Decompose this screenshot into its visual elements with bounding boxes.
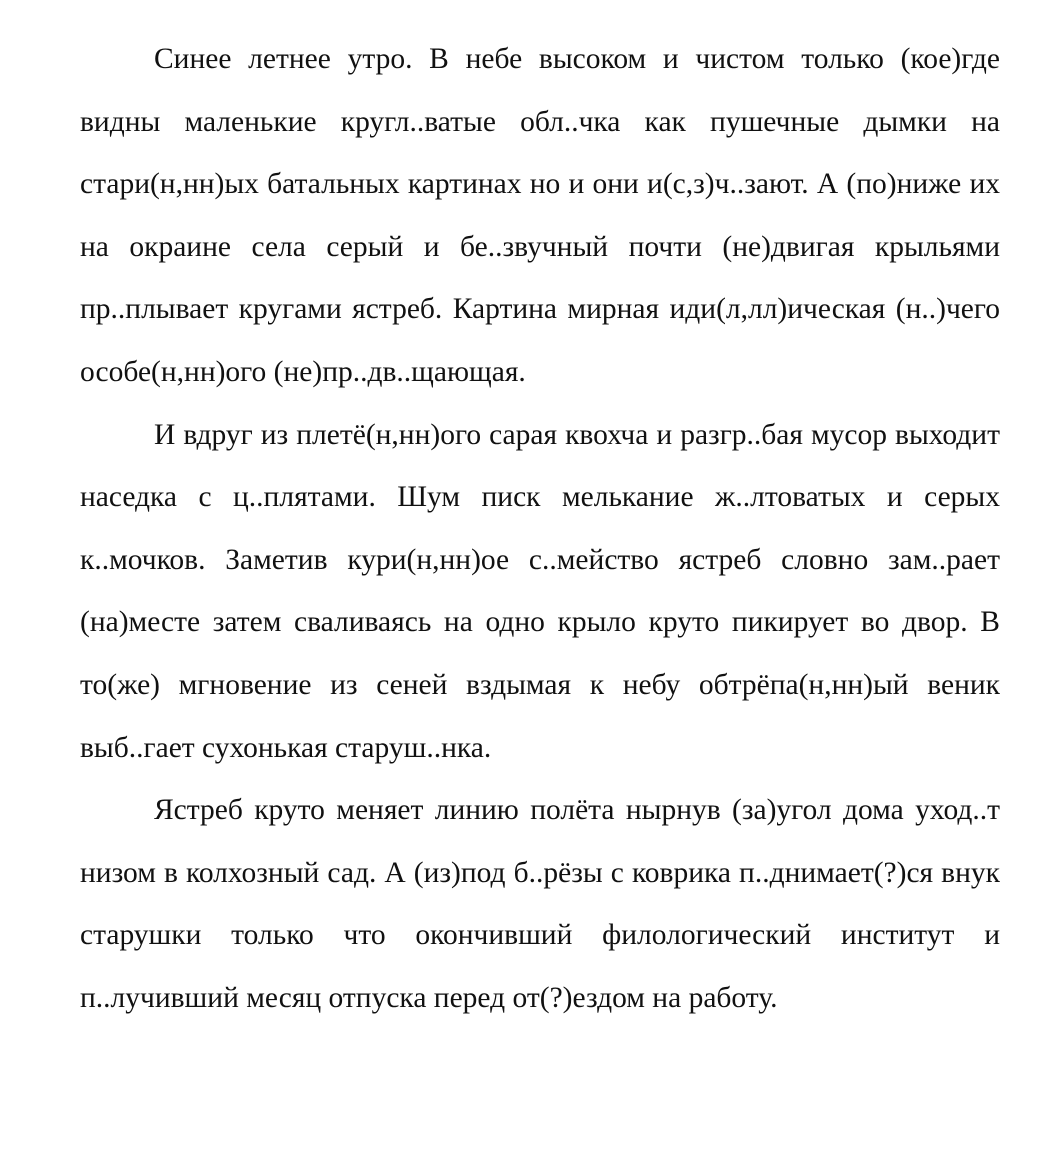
paragraph-1: Синее летнее утро. В небе высоком и чистом только (кое)где видны маленькие кругл..ватые обл..чка как пушечные дымки на стари(н,нн)ых батальных картинах но и они и(с,з)ч..зают. А (по)ниже их на окраине села серый и бе..звучный почти (не)двигая крыльями пр..плывает кругами ястреб. Картина мирная иди(л,лл)ическая (н..)чего особе(н,нн)ого (не)пр..дв..щающая. — [80, 43, 1000, 388]
paragraph-2: И вдруг из плетё(н,нн)ого сарая квохча и разгр..бая мусор выходит наседка с ц..плятами. Шум писк мелькание ж..лтоватых и серых к..мочков. Заметив кури(н,нн)ое с..мейство ястреб словно зам..рает (на)месте затем сваливаясь на одно крыло круто пикирует во двор. В то(же) мгновение из сеней вздымая к небу обтрёпа(н,нн)ый веник выб..гает сухонькая старуш..нка. — [80, 418, 1000, 764]
document-body — [80, 28, 1000, 1030]
paragraph-3: Ястреб круто меняет линию полёта нырнув (за)угол дома уход..т низом в колхозный сад. А (из)под б..рёзы с коврика п..днимает(?)ся внук старушки только что окончивший филологический институт и п..лучивший месяц отпуска перед от(?)ездом на работу. — [80, 794, 1000, 1014]
